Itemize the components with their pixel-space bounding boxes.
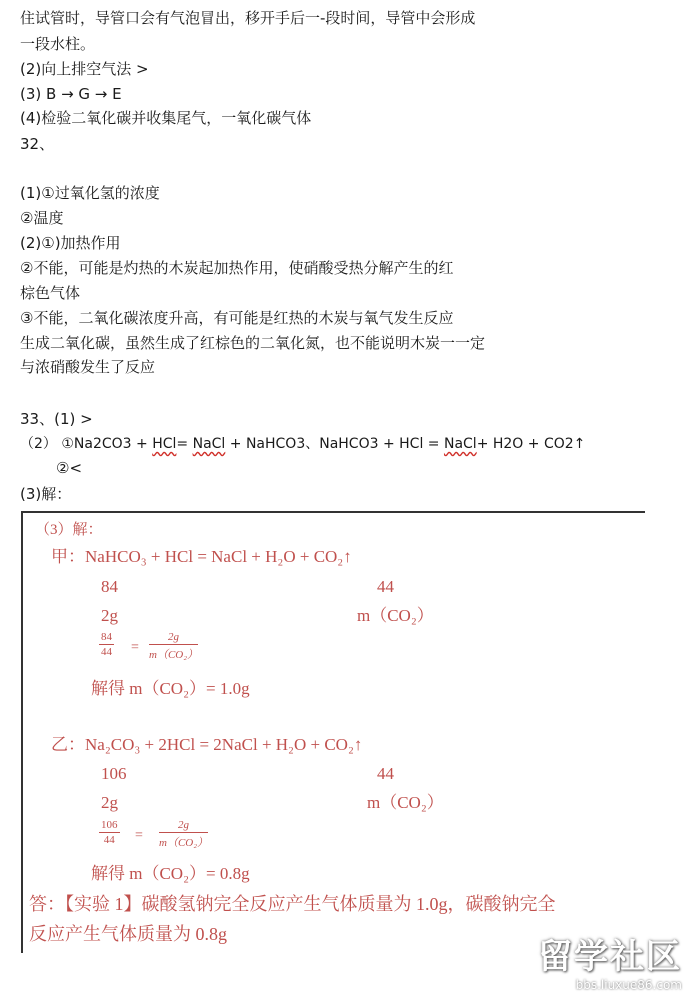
q32-line8: 与浓硝酸发生了反应 bbox=[20, 358, 156, 376]
q33-line3: ②< bbox=[56, 459, 83, 477]
yi-fraction-1 bbox=[99, 819, 120, 846]
yi-result: 解得 m（CO₂）= 0.8g bbox=[91, 864, 250, 883]
q31-line1: 住试管时，导管口会有气泡冒出，移开手后一-段时间，导管中会形成 bbox=[20, 9, 476, 27]
q32-line5: 棕色气体 bbox=[20, 284, 81, 302]
q32-line7: 生成二氧化碳，虽然生成了红棕色的二氧化氮，也不能说明木炭一一定 bbox=[20, 334, 486, 352]
jia-frac2-denominator: m（CO₂） bbox=[149, 649, 199, 661]
yi-frac1-numerator: 106 bbox=[101, 819, 118, 831]
yi-fraction-2 bbox=[159, 819, 208, 850]
watermark bbox=[512, 929, 682, 991]
yi-fraction-equals: = bbox=[135, 828, 143, 843]
yi-mass-left: 106 bbox=[101, 764, 127, 783]
jia-frac2-numerator: 2g bbox=[149, 631, 198, 645]
jia-equation: 甲：NaHCO₃ + HCl = NaCl + H₂O + CO₂↑ bbox=[51, 547, 352, 566]
q33-hcl-word: HCl bbox=[152, 436, 177, 452]
jia-mass-right: 44 bbox=[377, 577, 394, 596]
jia-mass-left: 84 bbox=[101, 577, 118, 596]
q31-line4: (3) B → G → E bbox=[20, 85, 122, 103]
jia-result: 解得 m（CO₂）= 1.0g bbox=[91, 679, 250, 698]
q31-line3: (2)向上排空气法 > bbox=[20, 60, 149, 78]
q32-line3: (2)①)加热作用 bbox=[20, 234, 121, 252]
yi-given-right: m（CO₂） bbox=[367, 793, 444, 812]
yi-frac2-denominator: m（CO₂） bbox=[159, 837, 209, 849]
q31-line2: 一段水柱。 bbox=[20, 35, 96, 53]
q32-line6: ③不能，二氧化碳浓度升高，有可能是红热的木炭与氧气发生反应 bbox=[20, 309, 454, 327]
answer-line2: 反应产生气体质量为 0.8g bbox=[29, 924, 227, 944]
q33-line4: (3)解： bbox=[20, 485, 72, 503]
jia-fraction-equals: = bbox=[131, 640, 139, 655]
yi-frac2-numerator: 2g bbox=[159, 819, 208, 833]
yi-given-left: 2g bbox=[101, 793, 118, 812]
q33-line1: 33、(1) > bbox=[20, 410, 93, 428]
watermark-brand: 留学社区 bbox=[538, 937, 682, 977]
jia-fraction-1 bbox=[99, 631, 114, 658]
solution-header: （3）解： bbox=[35, 522, 103, 538]
q33-nacl-word-1: NaCl bbox=[192, 436, 226, 452]
jia-given-left: 2g bbox=[101, 606, 118, 625]
q33-line2-suffix: + H2O + CO2↑ bbox=[476, 436, 586, 452]
q32-number: 32、 bbox=[20, 135, 55, 153]
yi-mass-right: 44 bbox=[377, 764, 394, 783]
jia-frac1-denominator: 44 bbox=[101, 646, 112, 658]
q32-line1: (1)①过氧化氢的浓度 bbox=[20, 184, 160, 202]
solution-image bbox=[21, 511, 645, 953]
yi-frac1-denominator: 44 bbox=[103, 834, 115, 846]
jia-given-right: m（CO₂） bbox=[357, 606, 434, 625]
q32-line4: ②不能，可能是灼热的木炭起加热作用，使硝酸受热分解产生的红 bbox=[20, 259, 454, 277]
jia-fraction-2 bbox=[149, 631, 198, 662]
q33-line2-prefix: （2） ①Na2CO3 + bbox=[20, 436, 153, 452]
yi-equation: 乙：Na₂CO₃ + 2HCl = 2NaCl + H₂O + CO₂↑ bbox=[51, 735, 363, 754]
watermark-url: bbs.liuxue86.com bbox=[575, 978, 682, 992]
q33-line2 bbox=[20, 434, 585, 454]
q31-line5: (4)检验二氧化碳并收集尾气，一氧化碳气体 bbox=[20, 109, 312, 127]
q33-nacl-word-2: NaCl bbox=[443, 436, 477, 452]
answer-line1: 答：【实验 1】碳酸氢钠完全反应产生气体质量为 1.0g，碳酸钠完全 bbox=[29, 894, 556, 914]
q32-line2: ②温度 bbox=[20, 209, 64, 227]
jia-frac1-numerator: 84 bbox=[101, 631, 112, 643]
q33-line2-mid1: = bbox=[176, 436, 193, 452]
q33-line2-mid2: + NaHCO3、NaHCO3 + HCl = bbox=[225, 436, 444, 452]
